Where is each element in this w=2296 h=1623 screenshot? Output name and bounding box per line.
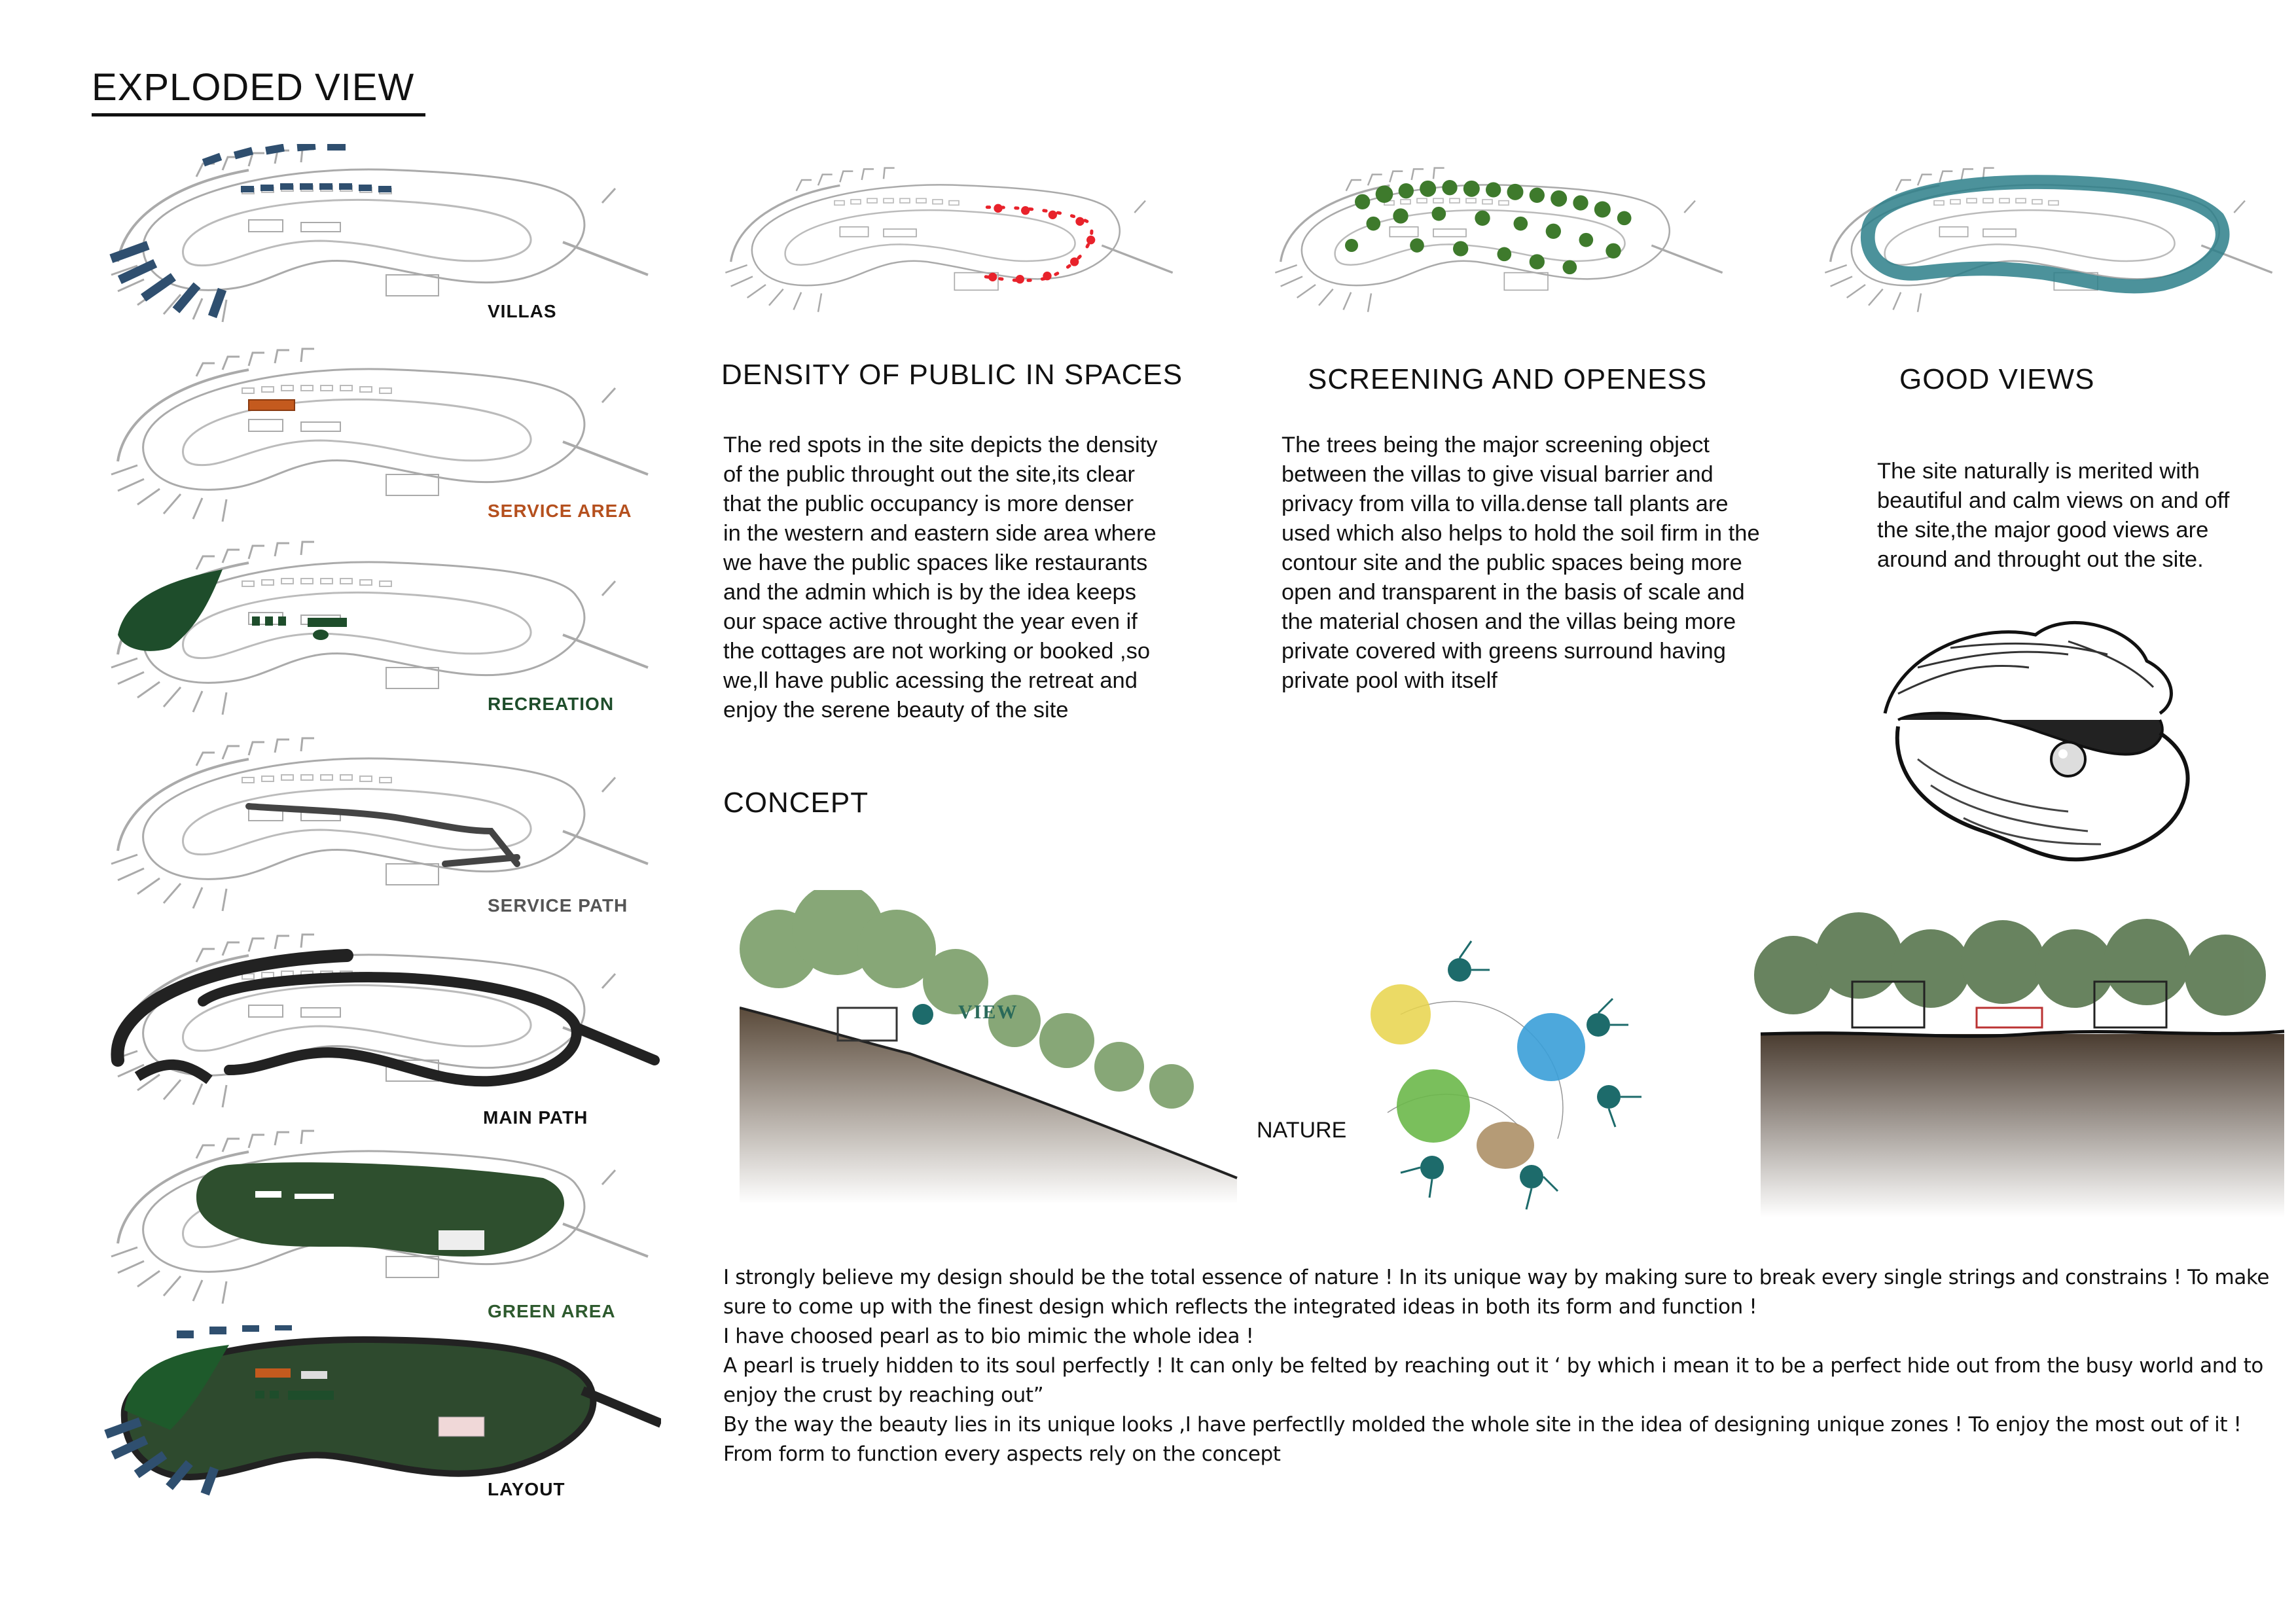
concept-heading: CONCEPT (723, 787, 869, 819)
density-text (723, 431, 1260, 725)
text-line: the material chosen and the villas being more (1282, 609, 1736, 634)
bubble-diagram (1361, 916, 1662, 1224)
text-line: The site naturally is merited with (1877, 459, 2200, 484)
text-line: that the public occupancy is more denser (723, 491, 1134, 516)
text-line: beautiful and calm views on and off (1877, 488, 2230, 513)
screening-heading: SCREENING AND OPENESS (1308, 363, 1708, 395)
screening-text (1282, 431, 1844, 696)
layer-layout (98, 1325, 661, 1522)
text-line: enjoy the serene beauty of the site (723, 698, 1069, 722)
layer-label-recreation: RECREATION (488, 694, 615, 714)
text-line: contour site and the public spaces being more (1282, 550, 1742, 575)
good-views-diagram (1806, 164, 2291, 327)
text-line: the site,the major good views are (1877, 518, 2209, 543)
text-line: sure to come up with the finest design which reflects the integrated ideas in both its form and function ! (723, 1295, 1757, 1319)
concept-text (723, 1263, 2294, 1469)
layer-label-layout: LAYOUT (488, 1479, 565, 1499)
layer-recreation (98, 537, 661, 726)
layer-label-green-area: GREEN AREA (488, 1301, 616, 1321)
text-line: the cottages are not working or booked ,so (723, 639, 1151, 664)
page-title: EXPLODED VIEW (92, 65, 425, 116)
text-line: From form to function every aspects rely on the concept (723, 1442, 1281, 1466)
text-line: we,ll have public acessing the retreat and (723, 668, 1138, 693)
text-line: A pearl is truely hidden to its soul perfectly ! It can only be felted by reaching out it ‘ by which i mean it to be a perfect hide out from the busy world and to (723, 1354, 2263, 1378)
layer-label-main-path: MAIN PATH (483, 1107, 588, 1128)
text-line: The trees being the major screening object (1282, 433, 1710, 457)
pearl-oyster-sketch (1872, 615, 2212, 870)
text-line: our space active throught the year even if (723, 609, 1138, 634)
text-line: used which also helps to hold the soil firm in the (1282, 521, 1760, 546)
layer-label-service-area: SERVICE AREA (488, 501, 632, 521)
text-line: I strongly believe my design should be the total essence of nature ! In its unique way by making sure to break every single strings and constrains ! To make (723, 1266, 2270, 1289)
good-views-heading: GOOD VIEWS (1899, 363, 2095, 395)
text-line: enjoy the crust by reaching out” (723, 1383, 1044, 1407)
density-heading: DENSITY OF PUBLIC IN SPACES (721, 359, 1183, 391)
text-line: and the admin which is by the idea keeps (723, 580, 1136, 605)
text-line: private covered with greens surround having (1282, 639, 1726, 664)
layer-label-service-path: SERVICE PATH (488, 895, 628, 916)
screening-diagram (1263, 164, 1734, 327)
text-line: between the villas to give visual barrier and (1282, 462, 1713, 487)
text-line: privacy from villa to villa.dense tall plants are (1282, 491, 1729, 516)
nature-label: NATURE (1257, 1118, 1347, 1143)
layer-service-area (98, 344, 661, 533)
section-sketch (1754, 903, 2291, 1217)
good-views-text (1877, 457, 2283, 575)
text-line: The red spots in the site depicts the density (723, 433, 1158, 457)
slope-section-sketch (740, 890, 1329, 1204)
text-line: private pool with itself (1282, 668, 1498, 693)
text-line: of the public throught out the site,its clear (723, 462, 1136, 487)
layer-main-path (98, 929, 661, 1145)
text-line: By the way the beauty lies in its unique looks ,I have perfectlly molded the whole site in the idea of designing unique zones ! To enjoy the most out of it ! (723, 1413, 2242, 1436)
text-line: around and throught out the site. (1877, 547, 2204, 572)
text-line: in the western and eastern side area where (723, 521, 1157, 546)
text-line: we have the public spaces like restaurants (723, 550, 1148, 575)
layer-villas (98, 144, 661, 334)
layer-service-path (98, 733, 661, 929)
layer-green-area (98, 1126, 661, 1335)
text-line: I have choosed pearl as to bio mimic the whole idea ! (723, 1325, 1254, 1348)
view-label: VIEW (958, 1001, 1018, 1023)
text-line: open and transparent in the basis of scale and (1282, 580, 1745, 605)
density-diagram (713, 164, 1185, 327)
layer-label-villas: VILLAS (488, 301, 557, 321)
